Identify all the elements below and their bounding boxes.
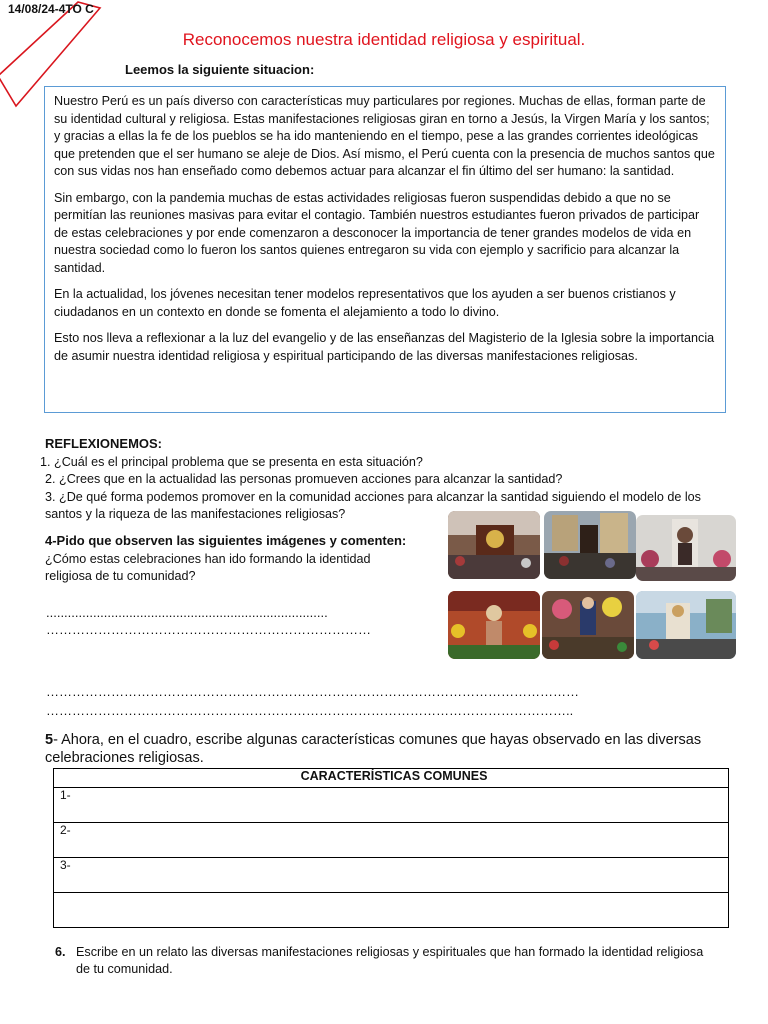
question-3: 3. ¿De qué forma podemos promover en la comunidad acciones para alcanzar la santidad siguiendo el modelo de los santos y la riqueza de las manifestaciones religiosas? — [45, 490, 701, 521]
question-5-text: - Ahora, en el cuadro, escribe algunas características comunes que hayas observado en las diversas celebraciones religiosas. — [45, 732, 702, 766]
question-4-text: ¿Cómo estas celebraciones han ido formando la identidad religiosa de tu comunidad? — [45, 552, 371, 583]
procession-photo — [544, 511, 636, 579]
procession-photo — [636, 591, 736, 659]
answer-line: …………………………………………………………………………………………………………… — [46, 684, 579, 699]
procession-photo — [448, 511, 540, 579]
question-1: 1. ¿Cuál es el principal problema que se presenta en esta situación? — [40, 455, 423, 469]
reading-paragraph: Sin embargo, con la pandemia muchas de estas actividades religiosas fueron suspendidas debido a que no se permitían las reuniones masivas para evitar el contagio. También nuestros estudiantes fueron privados de participar de estas celebraciones y por ende comenzaron a desconocer la importancia de tener grandes modelos de vida en nuestra sociedad como lo fueron los santos quienes entregaron su vida con ejemplo y sacrificio para alcanzar la santidad. — [54, 190, 700, 275]
table-row[interactable]: 2- — [54, 823, 729, 858]
characteristics-table — [53, 768, 729, 928]
reading-paragraph: Esto nos lleva a reflexionar a la luz del evangelio y de las enseñanzas del Magisterio de la Iglesia sobre la importancia de asumir nuestra identidad religiosa y espiritual participando de las diversas manifestaciones religiosas. — [54, 331, 715, 363]
question-6-number: 6. — [55, 945, 66, 959]
table-row[interactable]: 1- — [54, 788, 729, 823]
answer-line: .............................................................................. — [46, 605, 328, 620]
reading-paragraph: Nuestro Perú es un país diverso con características muy particulares por regiones. Muchas de ellas, forman parte de su identidad cultural y religiosa. Estas manifestaciones religiosas giran en torno a Jesús, la Virgen María y los santos; y gracias a ellas la fe de los pueblos se ha ido manteniendo en el tiempo, pese a las grandes corrientes ideológicas que pretenden que el ser humano se aleje de Dios. Así mismo, el Perú cuenta con la presencia de muchos santos que con sus vidas nos han enseñado como debemos actuar para alcanzar el fin último del ser humano: la santidad. — [54, 94, 715, 178]
table-header: CARACTERÍSTICAS COMUNES — [54, 769, 729, 788]
procession-photo — [542, 591, 634, 659]
page-title: Reconocemos nuestra identidad religiosa y espiritual. — [182, 30, 586, 49]
reading-instruction: Leemos la siguiente situacion: — [125, 62, 315, 77]
answer-line: ………………………………………………………………………………………………………….. — [46, 703, 574, 718]
reflect-heading: REFLEXIONEMOS: — [45, 436, 163, 451]
question-6-text: Escribe en un relato las diversas manifestaciones religiosas y espirituales que han formado la identidad religiosa de tu comunidad. — [76, 945, 704, 976]
question-5-number: 5 — [45, 732, 54, 748]
reading-paragraph: En la actualidad, los jóvenes necesitan tener modelos representativos que los ayuden a ser buenos cristianos y ciudadanos en un contexto en donde se fomenta el alejamiento a todo lo divino. — [54, 287, 676, 319]
procession-photo — [636, 515, 736, 581]
question-4-heading: 4-Pido que observen las siguientes imágenes y comenten: — [45, 533, 407, 548]
table-row[interactable] — [54, 893, 729, 928]
answer-line: ………………………………………………………………… — [46, 622, 371, 637]
celebration-photos — [448, 511, 736, 659]
question-2: 2. ¿Crees que en la actualidad las personas promueven acciones para alcanzar la santidad? — [45, 472, 563, 486]
question-6 — [55, 944, 715, 976]
date-code: 14/08/24-4TO C — [8, 2, 94, 16]
table-row[interactable]: 3- — [54, 858, 729, 893]
reading-box — [44, 86, 726, 413]
procession-photo — [448, 591, 540, 659]
question-5 — [45, 731, 745, 767]
